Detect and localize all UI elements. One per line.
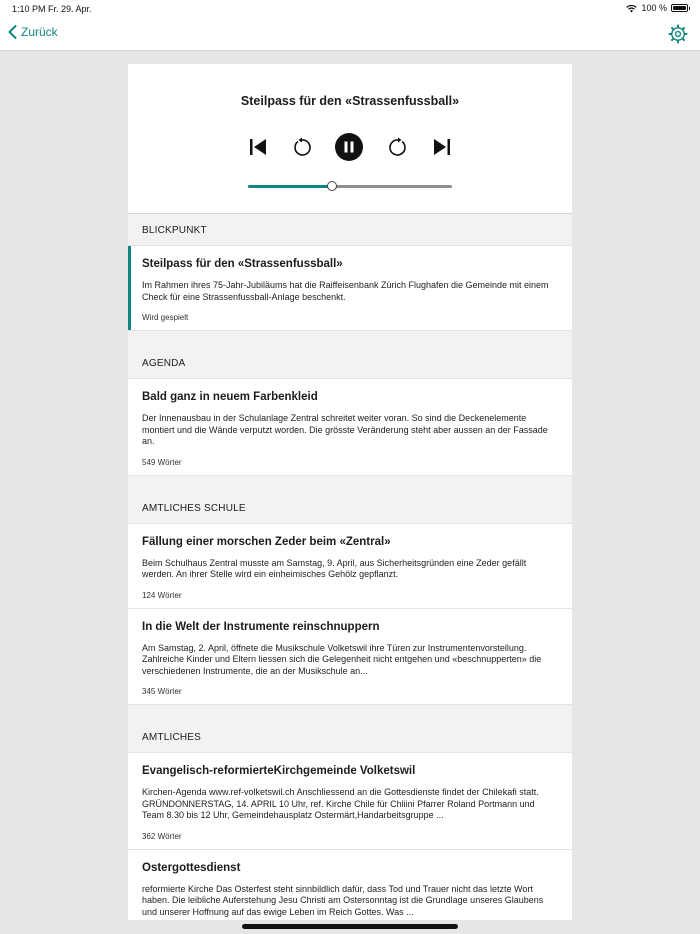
article-teaser: Im Rahmen ihres 75-Jahr-Jubiläums hat die Raiffeisenbank Zürich Flughafen die Gemeinde mit einem Check für eine Strassenfussball-Anlage beschenkt. [142,280,549,302]
status-right [626,3,688,13]
article-meta: Wird gespielt [142,313,189,322]
content-card [128,64,572,920]
article-item[interactable] [128,609,572,706]
wifi-icon [626,4,637,13]
skip-next-icon [433,138,451,156]
progress-thumb[interactable] [327,181,337,191]
article-teaser: reformierte Kirche Das Osterfest steht sinnbildlich dafür, dass Tod und Trauer nicht das letzte Wort haben. Die leibliche Auferstehung Jesu Christi am Ostersonntag ist die Grundlage unseres Glaubens und unserer Hoffnung auf das ewige Leben im Reich Gottes. Was ... [142,883,544,917]
article-headline: Ostergottesdienst [142,861,241,874]
article-teaser: Beim Schulhaus Zentral musste am Samstag, 9. April, aus Sicherheitsgründen eine Zeder gefällt werden. An ihrer Stelle wird ein einheimisches Gehölz gepflanzt. [142,557,527,579]
chevron-left-icon [8,25,17,39]
article-headline: In die Welt der Instrumente reinschnuppern [142,620,380,633]
section-header: AMTLICHES SCHULE [128,492,572,524]
article-teaser: Am Samstag, 2. April, öffnete die Musikschule Volketswil ihre Türen zur Instrumentenvorstellung. Zahlreiche Kinder und Eltern liessen sich die Gelegenheit nicht entgehen und «beschnupperten» die verschiedenen Instrumente, die an der Musikschule an... [142,642,542,676]
article-item[interactable] [128,524,572,609]
article-meta: 362 Wörter [142,831,182,841]
article-item[interactable] [128,753,572,850]
player-controls [128,132,572,162]
status-bar [0,0,700,18]
section-header: BLICKPUNKT [128,214,572,246]
article-meta: 345 Wörter [142,687,182,696]
article-teaser: Der Innenausbau in der Schulanlage Zentral schreitet weiter voran. So sind die Deckenelemente montiert und die Wände verputzt worden. Die grösste Veränderung steht aber aussen an der Fassade an. [142,413,548,446]
article-meta: 124 Wörter [142,590,182,600]
article-item[interactable] [128,379,572,476]
battery-percent: 100 % [641,3,667,13]
section-gap [128,331,572,347]
section-gap [128,476,572,492]
audio-player [128,64,572,214]
article-item[interactable] [128,850,572,921]
article-list [128,214,572,920]
pause-button[interactable] [334,132,364,162]
pause-icon [335,133,363,161]
article-headline: Steilpass für den «Strassenfussball» [142,258,343,270]
settings-gear-icon[interactable] [668,24,688,44]
article-meta: 549 Wörter [142,457,182,467]
status-time: 1:10 PM [12,4,46,14]
skip-next-button[interactable] [427,132,457,162]
skip-previous-icon [249,138,267,156]
battery-icon [671,4,688,12]
section-gap [128,705,572,721]
back-label: Zurück [21,25,58,39]
article-teaser: Kirchen-Agenda www.ref-volketswil.ch Anschliessend an die Gottesdienste findet der Chilekafi statt. GRÜNDONNERSTAG, 14. APRIL 10 Uhr, ref. Kirche Chile für Chliini Pfarrer Roland Portmann und Team 8.30 bis 12 Uhr, Gemeindehausplatz Ostermärt,Handarbeitsgruppe ... [142,787,539,820]
status-date: Fr. 29. Apr. [48,4,92,14]
home-indicator [242,924,458,929]
progress-fill [248,185,332,188]
forward-button[interactable] [383,132,413,162]
article-headline: Evangelisch-reformierteKirchgemeinde Volketswil [142,765,416,777]
back-button[interactable] [8,25,58,39]
article-item-playing[interactable] [128,246,572,331]
article-headline: Bald ganz in neuem Farbenkleid [142,391,318,403]
section-header: AMTLICHES [128,721,572,753]
forward-icon [388,137,408,157]
skip-previous-button[interactable] [243,132,273,162]
navigation-bar [0,18,700,51]
player-title: Steilpass für den «Strassenfussball» [240,94,460,108]
rewind-button[interactable] [287,132,317,162]
rewind-icon [292,137,312,157]
article-headline: Fällung einer morschen Zeder beim «Zentral» [142,535,391,548]
section-header: AGENDA [128,347,572,379]
progress-slider[interactable] [248,181,452,191]
